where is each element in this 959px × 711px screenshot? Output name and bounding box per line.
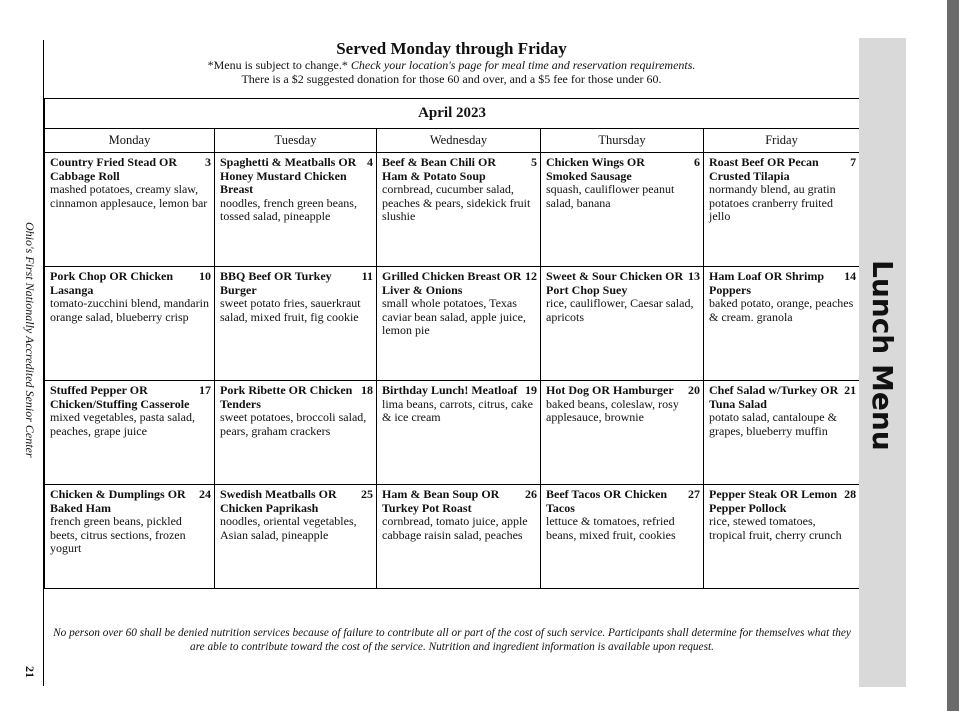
menu-header <box>44 40 859 86</box>
day-number: 12 <box>525 269 537 283</box>
day-cell <box>377 267 541 381</box>
day-number: 21 <box>844 383 857 397</box>
side-caption: Ohio's First Nationally Accredited Senior Center <box>23 222 37 458</box>
day-number: 6 <box>694 155 700 169</box>
day-number: 14 <box>844 269 857 283</box>
day-number: 17 <box>199 383 211 397</box>
donation-notice: There is a $2 suggested donation for those 60 and over, and a $5 fee for those under 60. <box>241 72 662 86</box>
day-number: 3 <box>205 155 211 169</box>
weekday-header-row <box>45 129 860 153</box>
entree: Birthday Lunch! Meatloaf <box>382 383 518 397</box>
day-number: 5 <box>531 155 537 169</box>
week-row <box>45 267 860 381</box>
day-cell <box>704 267 860 381</box>
entree: Spaghetti & Meatballs OR Honey Mustard Chicken Breast <box>220 155 357 196</box>
day-number: 13 <box>688 269 700 283</box>
day-cell <box>377 485 541 589</box>
entree: Pepper Steak OR Lemon Pepper Pollock <box>709 487 838 515</box>
entree: Chicken Wings OR Smoked Sausage <box>546 155 645 183</box>
sides: rice, stewed tomatoes, tropical fruit, cherry crunch <box>709 514 842 542</box>
day-number: 27 <box>688 487 700 501</box>
day-cell <box>45 381 215 485</box>
sides: noodles, french green beans, tossed salad, pineapple <box>220 195 357 223</box>
sides: sweet potato fries, sauerkraut salad, mixed fruit, fig cookie <box>220 296 361 324</box>
day-number: 20 <box>688 383 700 397</box>
calendar-table <box>44 98 860 589</box>
entree: Grilled Chicken Breast OR Liver & Onions <box>382 269 522 297</box>
weekday-tuesday: Tuesday <box>215 129 377 153</box>
entree: Pork Chop OR Chicken Lasanga <box>50 269 174 297</box>
entree: Ham & Bean Soup OR Turkey Pot Roast <box>382 487 500 515</box>
day-cell <box>377 153 541 267</box>
weekday-friday: Friday <box>704 129 860 153</box>
day-cell <box>541 153 704 267</box>
entree: Swedish Meatballs OR Chicken Paprikash <box>220 487 337 515</box>
sides: rice, cauliflower, Caesar salad, apricots <box>546 296 694 324</box>
sides: french green beans, pickled beets, citrus sections, frozen yogurt <box>50 514 186 555</box>
weekday-monday: Monday <box>45 129 215 153</box>
entree: BBQ Beef OR Turkey Burger <box>220 269 332 297</box>
day-cell <box>541 267 704 381</box>
day-number: 4 <box>367 155 373 169</box>
day-number: 25 <box>361 487 373 501</box>
sides: baked potato, orange, peaches & cream. granola <box>709 296 854 324</box>
day-cell <box>704 153 860 267</box>
entree: Beef Tacos OR Chicken Tacos <box>546 487 668 515</box>
sides: cornbread, cucumber salad, peaches & pears, sidekick fruit slushie <box>382 182 531 223</box>
day-number: 26 <box>525 487 537 501</box>
day-cell <box>215 267 377 381</box>
day-cell <box>704 485 860 589</box>
page-edge-shadow <box>947 0 959 711</box>
sides: sweet potatoes, broccoli salad, pears, graham crackers <box>220 410 367 438</box>
sides: noodles, oriental vegetables, Asian salad, pineapple <box>220 514 357 542</box>
sides: potato salad, cantaloupe & grapes, blueberry muffin <box>709 410 837 438</box>
entree: Pork Ribette OR Chicken Tenders <box>220 383 353 411</box>
page-number: 21 <box>23 666 37 678</box>
sides: squash, cauliflower peanut salad, banana <box>546 182 675 210</box>
page-title: Served Monday through Friday <box>336 39 567 58</box>
entree: Ham Loaf OR Shrimp Poppers <box>709 269 825 297</box>
day-cell <box>541 485 704 589</box>
sides: lima beans, carrots, citrus, cake & ice cream <box>382 396 533 424</box>
entree: Chef Salad w/Turkey OR Tuna Salad <box>709 383 839 411</box>
sides: baked beans, coleslaw, rosy applesauce, brownie <box>546 396 679 424</box>
day-number: 18 <box>361 383 373 397</box>
entree: Roast Beef OR Pecan Crusted Tilapia <box>709 155 819 183</box>
day-cell <box>541 381 704 485</box>
entree: Stuffed Pepper OR Chicken/Stuffing Casserole <box>50 383 190 411</box>
section-label: Lunch Menu <box>866 260 899 451</box>
day-cell <box>45 153 215 267</box>
day-cell <box>215 153 377 267</box>
sides: cornbread, tomato juice, apple cabbage raisin salad, peaches <box>382 514 528 542</box>
month-title: April 2023 <box>45 99 860 129</box>
day-cell <box>45 267 215 381</box>
day-number: 28 <box>844 487 857 501</box>
weekday-thursday: Thursday <box>541 129 704 153</box>
entree: Chicken & Dumplings OR Baked Ham <box>50 487 186 515</box>
sides: normandy blend, au gratin potatoes cranberry fruited jello <box>709 182 836 223</box>
day-cell <box>704 381 860 485</box>
change-notice <box>44 58 859 72</box>
day-cell <box>215 381 377 485</box>
sides: tomato-zucchini blend, mandarin orange salad, blueberry crisp <box>50 296 209 324</box>
day-number: 24 <box>199 487 211 501</box>
entree: Beef & Bean Chili OR Ham & Potato Soup <box>382 155 496 183</box>
entree: Sweet & Sour Chicken OR Port Chop Suey <box>546 269 684 297</box>
weekday-wednesday: Wednesday <box>377 129 541 153</box>
day-cell <box>215 485 377 589</box>
week-row <box>45 485 860 589</box>
day-number: 7 <box>850 155 857 169</box>
change-notice-plain: *Menu is subject to change.* <box>207 58 351 72</box>
week-row <box>45 381 860 485</box>
day-cell <box>377 381 541 485</box>
entree: Country Fried Stead OR Cabbage Roll <box>50 155 177 183</box>
sides: lettuce & tomatoes, refried beans, mixed fruit, cookies <box>546 514 676 542</box>
sides: mixed vegetables, pasta salad, peaches, grape juice <box>50 410 195 438</box>
entree: Hot Dog OR Hamburger <box>546 383 674 397</box>
week-row <box>45 153 860 267</box>
change-notice-italic: Check your location's page for meal time and reservation requirements. <box>350 58 696 72</box>
sides: small whole potatoes, Texas caviar bean salad, apple juice, lemon pie <box>382 296 526 337</box>
day-number: 10 <box>199 269 211 283</box>
day-cell <box>45 485 215 589</box>
sides: mashed potatoes, creamy slaw, cinnamon applesauce, lemon bar <box>50 182 208 210</box>
day-number: 11 <box>361 269 373 283</box>
day-number: 19 <box>525 383 537 397</box>
nutrition-disclaimer: No person over 60 shall be denied nutrition services because of failure to contribute all or part of the cost of such service. Participants shall determine for themselves what they are able to contribute toward the cost of the service. Nutrition and ingredient information is available upon request. <box>53 627 851 653</box>
